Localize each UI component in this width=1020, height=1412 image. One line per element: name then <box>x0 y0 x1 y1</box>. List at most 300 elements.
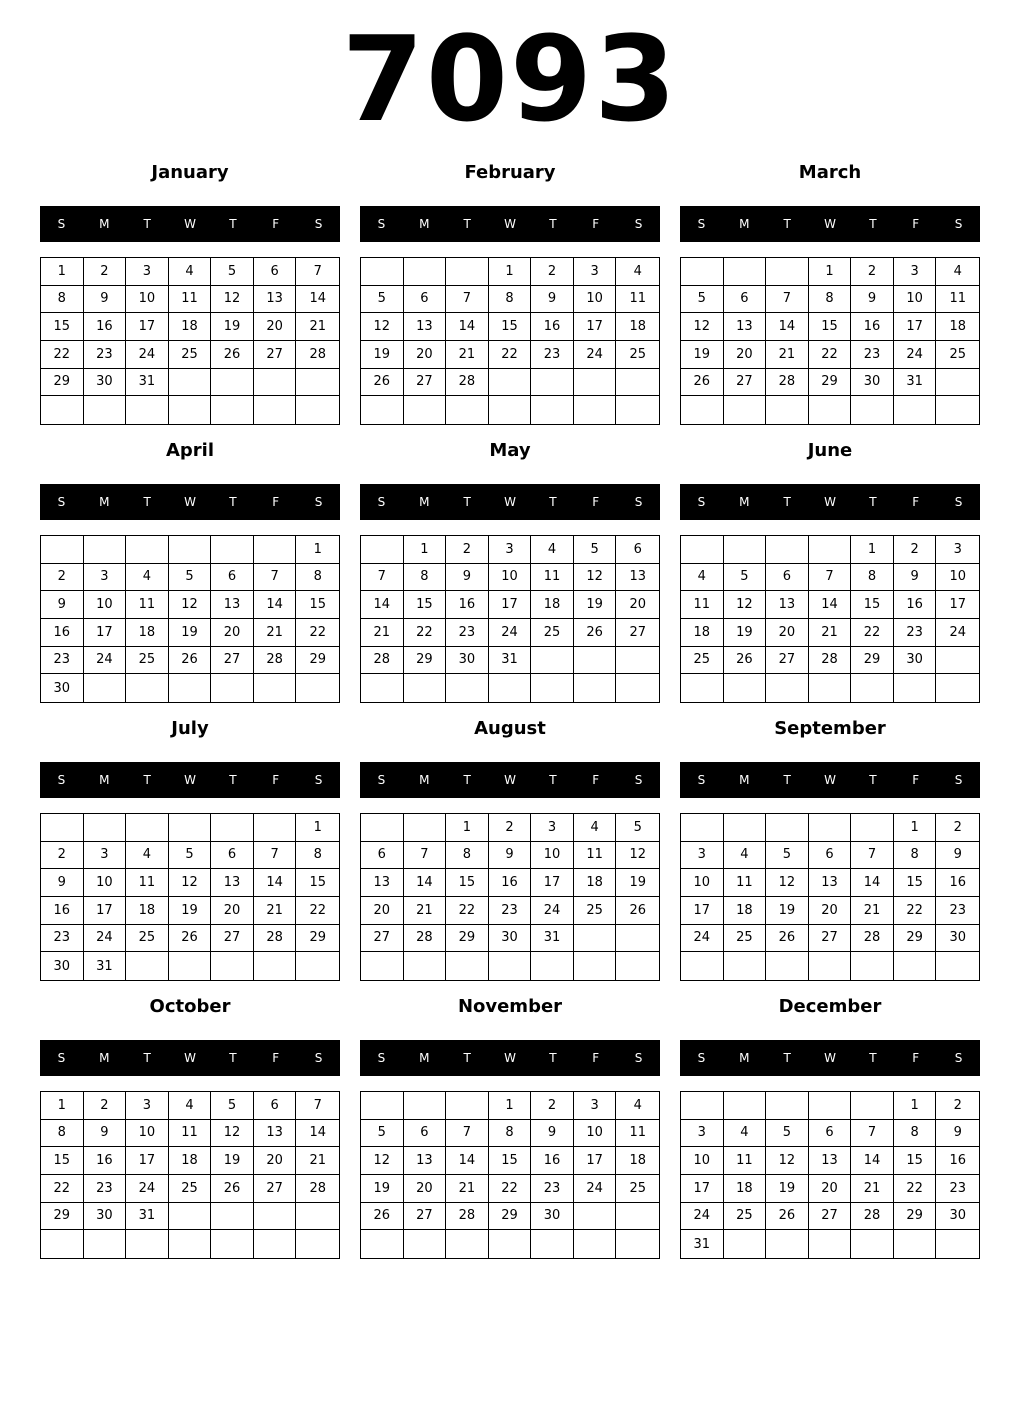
day-cell: 7 <box>809 564 852 592</box>
weekday-label: T <box>869 217 877 231</box>
day-cell: 8 <box>296 564 339 592</box>
weekday-label: T <box>869 495 877 509</box>
day-cell: 27 <box>809 925 852 953</box>
day-cell: 19 <box>211 1147 254 1175</box>
weekday-label: F <box>272 1051 280 1065</box>
day-cell: 28 <box>851 925 894 953</box>
empty-cell <box>211 814 254 842</box>
empty-cell <box>616 952 659 980</box>
weekday-label: T <box>783 217 791 231</box>
day-grid <box>40 257 340 425</box>
day-cell: 11 <box>169 286 212 314</box>
weekday-label: S <box>634 1051 643 1065</box>
empty-cell <box>296 369 339 397</box>
empty-cell <box>404 1092 447 1120</box>
empty-cell <box>404 952 447 980</box>
day-cell: 28 <box>254 647 297 675</box>
day-cell: 5 <box>169 842 212 870</box>
day-cell: 2 <box>531 258 574 286</box>
empty-cell <box>616 1230 659 1258</box>
day-cell: 27 <box>616 619 659 647</box>
day-cell: 8 <box>851 564 894 592</box>
day-cell: 24 <box>84 925 127 953</box>
day-cell: 26 <box>574 619 617 647</box>
day-cell: 19 <box>766 897 809 925</box>
day-cell: 8 <box>894 842 937 870</box>
empty-cell <box>296 674 339 702</box>
weekday-label: S <box>377 773 386 787</box>
empty-cell <box>361 1092 404 1120</box>
empty-cell <box>851 814 894 842</box>
day-cell: 28 <box>809 647 852 675</box>
day-cell: 17 <box>574 1147 617 1175</box>
day-cell: 11 <box>724 1147 767 1175</box>
empty-cell <box>936 396 979 424</box>
empty-cell <box>681 674 724 702</box>
empty-cell <box>616 925 659 953</box>
day-cell: 7 <box>851 1120 894 1148</box>
weekday-label: F <box>592 1051 600 1065</box>
empty-cell <box>84 814 127 842</box>
empty-cell <box>681 536 724 564</box>
day-cell: 29 <box>404 647 447 675</box>
day-cell: 30 <box>936 1203 979 1231</box>
day-cell: 14 <box>296 1120 339 1148</box>
day-cell: 29 <box>851 647 894 675</box>
weekday-label: F <box>272 217 280 231</box>
empty-cell <box>936 369 979 397</box>
day-grid <box>40 813 340 981</box>
day-cell: 30 <box>489 925 532 953</box>
day-cell: 3 <box>84 842 127 870</box>
weekday-label: T <box>463 495 471 509</box>
day-cell: 15 <box>404 591 447 619</box>
day-cell: 30 <box>531 1203 574 1231</box>
empty-cell <box>574 925 617 953</box>
empty-cell <box>724 814 767 842</box>
weekday-label: S <box>697 495 706 509</box>
weekday-label: T <box>229 773 237 787</box>
day-cell: 18 <box>169 313 212 341</box>
day-cell: 4 <box>681 564 724 592</box>
day-cell: 8 <box>41 1120 84 1148</box>
day-cell: 18 <box>169 1147 212 1175</box>
day-cell: 20 <box>809 897 852 925</box>
day-grid <box>680 257 980 425</box>
day-cell: 12 <box>361 313 404 341</box>
day-cell: 23 <box>894 619 937 647</box>
day-cell: 18 <box>574 869 617 897</box>
day-cell: 28 <box>446 369 489 397</box>
empty-cell <box>531 369 574 397</box>
day-cell: 18 <box>126 897 169 925</box>
day-cell: 20 <box>254 1147 297 1175</box>
weekday-label: T <box>783 495 791 509</box>
day-cell: 21 <box>296 1147 339 1175</box>
day-cell: 19 <box>211 313 254 341</box>
day-cell: 12 <box>681 313 724 341</box>
day-cell: 22 <box>446 897 489 925</box>
day-cell: 15 <box>41 313 84 341</box>
weekday-label: M <box>99 1051 110 1065</box>
empty-cell <box>84 1230 127 1258</box>
empty-cell <box>724 396 767 424</box>
day-cell: 4 <box>574 814 617 842</box>
day-cell: 23 <box>84 341 127 369</box>
weekday-label: W <box>504 773 516 787</box>
day-cell: 13 <box>404 313 447 341</box>
weekday-label: F <box>272 495 280 509</box>
day-grid <box>360 813 660 981</box>
day-cell: 16 <box>84 313 127 341</box>
empty-cell <box>169 952 212 980</box>
weekday-label: T <box>869 773 877 787</box>
day-cell: 14 <box>361 591 404 619</box>
empty-cell <box>361 1230 404 1258</box>
empty-cell <box>766 814 809 842</box>
day-cell: 12 <box>574 564 617 592</box>
day-cell: 11 <box>531 564 574 592</box>
day-cell: 14 <box>766 313 809 341</box>
empty-cell <box>404 258 447 286</box>
day-cell: 13 <box>616 564 659 592</box>
day-cell: 6 <box>616 536 659 564</box>
day-cell: 2 <box>936 1092 979 1120</box>
empty-cell <box>809 952 852 980</box>
empty-cell <box>809 814 852 842</box>
day-cell: 11 <box>169 1120 212 1148</box>
day-cell: 1 <box>296 536 339 564</box>
empty-cell <box>489 396 532 424</box>
empty-cell <box>41 814 84 842</box>
empty-cell <box>724 258 767 286</box>
day-cell: 27 <box>254 341 297 369</box>
day-cell: 31 <box>531 925 574 953</box>
weekday-label: S <box>634 773 643 787</box>
day-cell: 25 <box>126 925 169 953</box>
day-cell: 21 <box>851 897 894 925</box>
day-cell: 25 <box>724 925 767 953</box>
day-cell: 18 <box>724 897 767 925</box>
day-cell: 15 <box>809 313 852 341</box>
day-cell: 5 <box>616 814 659 842</box>
day-cell: 8 <box>296 842 339 870</box>
day-cell: 1 <box>851 536 894 564</box>
day-cell: 22 <box>894 1175 937 1203</box>
day-cell: 29 <box>894 925 937 953</box>
day-cell: 27 <box>211 925 254 953</box>
empty-cell <box>851 1092 894 1120</box>
day-cell: 8 <box>41 286 84 314</box>
day-cell: 20 <box>211 619 254 647</box>
day-cell: 7 <box>404 842 447 870</box>
day-cell: 10 <box>574 1120 617 1148</box>
day-cell: 22 <box>404 619 447 647</box>
day-cell: 9 <box>84 1120 127 1148</box>
month-name: December <box>778 996 882 1017</box>
empty-cell <box>254 814 297 842</box>
weekday-label: S <box>57 773 66 787</box>
day-cell: 4 <box>724 842 767 870</box>
day-cell: 10 <box>936 564 979 592</box>
empty-cell <box>574 369 617 397</box>
day-cell: 4 <box>169 258 212 286</box>
weekday-label: S <box>954 1051 963 1065</box>
day-cell: 30 <box>936 925 979 953</box>
weekday-label: M <box>99 495 110 509</box>
day-cell: 2 <box>489 814 532 842</box>
day-grid <box>680 1091 980 1259</box>
day-cell: 10 <box>126 1120 169 1148</box>
day-cell: 22 <box>489 341 532 369</box>
day-cell: 9 <box>936 842 979 870</box>
empty-cell <box>766 536 809 564</box>
day-cell: 21 <box>254 897 297 925</box>
day-cell: 22 <box>296 619 339 647</box>
day-cell: 18 <box>936 313 979 341</box>
day-cell: 12 <box>766 1147 809 1175</box>
day-cell: 11 <box>724 869 767 897</box>
weekday-label: T <box>549 495 557 509</box>
empty-cell <box>894 1230 937 1258</box>
empty-cell <box>616 674 659 702</box>
day-cell: 17 <box>574 313 617 341</box>
empty-cell <box>936 674 979 702</box>
day-cell: 25 <box>531 619 574 647</box>
day-cell: 25 <box>169 341 212 369</box>
day-cell: 24 <box>681 925 724 953</box>
day-cell: 4 <box>126 564 169 592</box>
day-cell: 2 <box>41 564 84 592</box>
day-cell: 23 <box>41 647 84 675</box>
day-cell: 15 <box>489 313 532 341</box>
day-cell: 10 <box>681 869 724 897</box>
weekday-label: T <box>549 217 557 231</box>
weekday-header <box>40 762 340 798</box>
empty-cell <box>681 952 724 980</box>
empty-cell <box>766 1092 809 1120</box>
empty-cell <box>254 674 297 702</box>
day-cell: 24 <box>489 619 532 647</box>
empty-cell <box>724 536 767 564</box>
empty-cell <box>489 1230 532 1258</box>
day-cell: 25 <box>724 1203 767 1231</box>
day-cell: 7 <box>766 286 809 314</box>
empty-cell <box>616 396 659 424</box>
day-cell: 17 <box>681 1175 724 1203</box>
day-cell: 11 <box>616 1120 659 1148</box>
month-name: July <box>171 718 209 739</box>
day-cell: 15 <box>446 869 489 897</box>
day-cell: 24 <box>531 897 574 925</box>
weekday-header <box>680 1040 980 1076</box>
weekday-label: W <box>184 1051 196 1065</box>
weekday-label: T <box>229 217 237 231</box>
day-cell: 6 <box>211 564 254 592</box>
day-cell: 5 <box>361 286 404 314</box>
day-cell: 2 <box>894 536 937 564</box>
day-cell: 9 <box>41 591 84 619</box>
weekday-label: W <box>504 217 516 231</box>
day-cell: 27 <box>404 369 447 397</box>
day-cell: 23 <box>41 925 84 953</box>
day-cell: 6 <box>254 258 297 286</box>
day-cell: 15 <box>296 591 339 619</box>
day-cell: 15 <box>894 1147 937 1175</box>
weekday-label: T <box>143 773 151 787</box>
day-cell: 13 <box>809 869 852 897</box>
weekday-label: T <box>229 1051 237 1065</box>
weekday-label: S <box>634 217 643 231</box>
weekday-label: W <box>184 217 196 231</box>
empty-cell <box>851 674 894 702</box>
empty-cell <box>361 814 404 842</box>
day-cell: 29 <box>296 925 339 953</box>
day-cell: 3 <box>936 536 979 564</box>
empty-cell <box>531 396 574 424</box>
day-cell: 11 <box>574 842 617 870</box>
empty-cell <box>766 1230 809 1258</box>
day-cell: 24 <box>126 341 169 369</box>
day-cell: 21 <box>361 619 404 647</box>
day-cell: 14 <box>446 1147 489 1175</box>
weekday-label: W <box>824 217 836 231</box>
day-cell: 9 <box>936 1120 979 1148</box>
day-cell: 19 <box>361 1175 404 1203</box>
day-cell: 9 <box>446 564 489 592</box>
day-cell: 27 <box>361 925 404 953</box>
day-cell: 2 <box>446 536 489 564</box>
empty-cell <box>531 952 574 980</box>
day-cell: 14 <box>446 313 489 341</box>
day-cell: 25 <box>574 897 617 925</box>
day-cell: 29 <box>41 369 84 397</box>
day-cell: 5 <box>211 1092 254 1120</box>
empty-cell <box>361 536 404 564</box>
day-cell: 21 <box>851 1175 894 1203</box>
weekday-label: W <box>184 773 196 787</box>
day-cell: 7 <box>296 1092 339 1120</box>
day-cell: 6 <box>724 286 767 314</box>
day-cell: 15 <box>489 1147 532 1175</box>
empty-cell <box>254 536 297 564</box>
day-cell: 24 <box>126 1175 169 1203</box>
day-cell: 13 <box>211 869 254 897</box>
day-cell: 29 <box>894 1203 937 1231</box>
day-grid <box>680 535 980 703</box>
day-cell: 31 <box>489 647 532 675</box>
month-name: April <box>165 440 215 461</box>
weekday-header <box>40 1040 340 1076</box>
day-cell: 16 <box>489 869 532 897</box>
day-cell: 9 <box>894 564 937 592</box>
day-cell: 17 <box>489 591 532 619</box>
day-cell: 31 <box>126 369 169 397</box>
day-cell: 2 <box>84 258 127 286</box>
weekday-label: M <box>419 773 430 787</box>
day-cell: 29 <box>446 925 489 953</box>
empty-cell <box>894 396 937 424</box>
day-cell: 25 <box>616 341 659 369</box>
empty-cell <box>211 1203 254 1231</box>
day-cell: 23 <box>936 897 979 925</box>
day-cell: 14 <box>404 869 447 897</box>
empty-cell <box>126 952 169 980</box>
empty-cell <box>211 369 254 397</box>
day-cell: 18 <box>616 1147 659 1175</box>
day-cell: 13 <box>766 591 809 619</box>
empty-cell <box>936 1230 979 1258</box>
day-cell: 12 <box>211 286 254 314</box>
day-cell: 10 <box>84 591 127 619</box>
day-cell: 11 <box>126 591 169 619</box>
weekday-label: S <box>377 495 386 509</box>
weekday-label: T <box>143 217 151 231</box>
day-cell: 29 <box>809 369 852 397</box>
empty-cell <box>531 647 574 675</box>
empty-cell <box>894 952 937 980</box>
month-name: August <box>474 718 546 739</box>
empty-cell <box>446 1230 489 1258</box>
day-cell: 13 <box>211 591 254 619</box>
weekday-label: S <box>634 495 643 509</box>
day-cell: 30 <box>84 1203 127 1231</box>
empty-cell <box>766 952 809 980</box>
empty-cell <box>894 674 937 702</box>
day-cell: 2 <box>531 1092 574 1120</box>
weekday-label: T <box>549 1051 557 1065</box>
weekday-label: S <box>697 773 706 787</box>
empty-cell <box>574 674 617 702</box>
empty-cell <box>169 1230 212 1258</box>
day-cell: 27 <box>404 1203 447 1231</box>
day-cell: 23 <box>936 1175 979 1203</box>
weekday-label: T <box>143 495 151 509</box>
empty-cell <box>361 258 404 286</box>
empty-cell <box>489 952 532 980</box>
day-cell: 26 <box>361 369 404 397</box>
day-cell: 22 <box>809 341 852 369</box>
month-name: January <box>151 162 229 183</box>
day-cell: 15 <box>894 869 937 897</box>
weekday-label: T <box>463 217 471 231</box>
empty-cell <box>531 674 574 702</box>
day-grid <box>680 813 980 981</box>
weekday-label: T <box>869 1051 877 1065</box>
empty-cell <box>254 369 297 397</box>
empty-cell <box>211 674 254 702</box>
day-cell: 31 <box>681 1230 724 1258</box>
day-cell: 27 <box>766 647 809 675</box>
day-cell: 22 <box>489 1175 532 1203</box>
weekday-header <box>680 206 980 242</box>
day-cell: 30 <box>41 952 84 980</box>
day-cell: 22 <box>41 1175 84 1203</box>
day-grid <box>40 1091 340 1259</box>
day-cell: 1 <box>296 814 339 842</box>
day-cell: 16 <box>41 619 84 647</box>
empty-cell <box>809 674 852 702</box>
day-cell: 22 <box>296 897 339 925</box>
day-cell: 28 <box>296 341 339 369</box>
day-cell: 26 <box>681 369 724 397</box>
day-cell: 12 <box>361 1147 404 1175</box>
empty-cell <box>361 396 404 424</box>
weekday-label: W <box>504 1051 516 1065</box>
day-cell: 22 <box>851 619 894 647</box>
empty-cell <box>361 674 404 702</box>
empty-cell <box>574 1203 617 1231</box>
